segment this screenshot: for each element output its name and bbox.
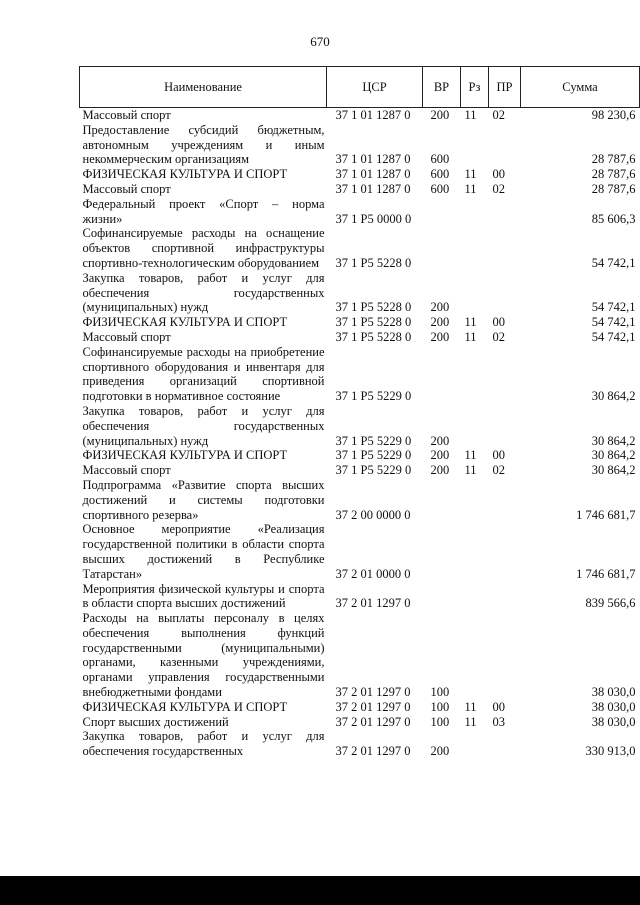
row-pr [489,478,521,522]
row-rz [461,123,489,167]
row-csr: 37 1 P5 5228 0 [335,255,412,270]
row-pr: 00 [492,315,505,330]
header-csr: ЦСР [327,67,423,108]
table-row [80,123,640,167]
table-row [80,226,640,270]
page-number: 670 [310,34,330,49]
row-name: Основное мероприятие «Реализация государственной политики в области спорта высших достижений в Республике Татарстан» [82,522,325,581]
row-rz [461,404,489,448]
table-row [80,463,640,478]
header-name: Наименование [80,67,327,108]
table-row [80,167,640,182]
row-pr [489,123,521,167]
row-rz [461,197,489,227]
row-vr: 200 [430,315,450,330]
table-row [80,197,640,227]
row-sum: 30 864,2 [591,433,636,448]
row-name: Закупка товаров, работ и услуг для обеспечения государственных [82,729,325,759]
row-rz [461,582,489,612]
row-vr [423,226,461,270]
table-row [80,315,640,330]
row-csr: 37 1 P5 5229 0 [335,448,412,463]
row-csr: 37 1 01 1287 0 [335,181,411,196]
row-name: Спорт высших достижений [82,714,229,729]
row-sum: 54 742,1 [591,329,636,344]
row-name: Федеральный проект «Спорт – норма жизни» [82,196,325,226]
row-vr: 200 [430,463,450,478]
row-csr: 37 2 00 0000 0 [335,507,411,522]
row-vr: 600 [430,167,450,182]
scan-border [0,876,640,905]
row-rz: 11 [464,108,477,122]
row-csr: 37 2 01 1297 0 [335,685,411,700]
row-vr [423,197,461,227]
row-name: ФИЗИЧЕСКАЯ КУЛЬТУРА И СПОРТ [82,167,288,182]
row-rz [461,522,489,581]
row-sum: 38 030,0 [591,699,636,714]
row-name: ФИЗИЧЕСКАЯ КУЛЬТУРА И СПОРТ [82,699,288,714]
row-pr [489,271,521,315]
table-row [80,700,640,715]
row-sum: 1 746 681,7 [576,507,636,522]
row-vr [423,522,461,581]
row-pr [489,522,521,581]
row-csr: 37 2 01 0000 0 [335,566,411,581]
row-csr: 37 1 P5 5229 0 [335,389,412,404]
header-pr: ПР [489,67,521,108]
table-row [80,478,640,522]
row-sum: 30 864,2 [591,448,636,463]
budget-table [79,66,640,759]
row-name: Мероприятия физической культуры и спорта в области спорта высших достижений [82,581,325,611]
row-vr: 200 [430,300,450,315]
row-pr: 00 [492,448,505,463]
row-pr [489,729,521,759]
row-rz: 11 [464,699,477,714]
row-vr: 100 [430,685,450,700]
row-pr: 02 [492,463,505,478]
row-pr [489,582,521,612]
table-row [80,271,640,315]
row-pr: 00 [492,167,505,182]
row-sum: 28 787,6 [591,152,636,167]
row-name: Закупка товаров, работ и услуг для обеспечения государственных (муниципальных) нужд [82,270,325,315]
row-name: Софинансируемые расходы на приобретение спортивного оборудования и инвентаря для приведения организаций спортивной подготовки в нормативное состояние [82,344,325,404]
row-vr: 600 [430,181,450,196]
table-row [80,345,640,404]
row-csr: 37 2 01 1297 0 [335,699,411,714]
row-csr: 37 1 P5 5228 0 [335,329,412,344]
row-rz [461,478,489,522]
row-csr: 37 2 01 1297 0 [335,744,411,759]
table-row [80,448,640,463]
row-rz [461,271,489,315]
row-rz [461,226,489,270]
row-name: Подпрограмма «Развитие спорта высших достижений и системы подготовки спортивного резерва» [82,477,325,522]
row-sum: 98 230,6 [591,108,636,122]
table-row [80,715,640,730]
table-row [80,330,640,345]
row-csr: 37 2 01 1297 0 [335,714,411,729]
row-name: Расходы на выплаты персоналу в целях обеспечения выполнения функций государственными (муниципальными) органами, казенными учреждениями, органами управления государственными внебюджетными фондами [82,611,325,700]
row-rz: 11 [464,714,477,729]
row-sum: 28 787,6 [591,167,636,182]
row-vr: 600 [430,152,450,167]
row-sum: 28 787,6 [591,181,636,196]
table-row [80,182,640,197]
table-row [80,729,640,759]
row-sum: 54 742,1 [591,315,636,330]
header-vr: ВР [423,67,461,108]
row-pr: 03 [492,714,505,729]
row-csr: 37 1 P5 5229 0 [335,433,412,448]
row-sum: 839 566,6 [585,596,636,611]
row-vr [423,478,461,522]
row-rz: 11 [464,463,477,478]
row-rz [461,729,489,759]
row-pr [489,345,521,404]
row-rz: 11 [464,315,477,330]
row-csr: 37 2 01 1297 0 [335,596,411,611]
row-pr: 00 [492,699,505,714]
row-pr: 02 [492,329,505,344]
row-sum: 330 913,0 [585,744,636,759]
row-csr: 37 1 P5 0000 0 [335,211,412,226]
row-rz [461,345,489,404]
row-name: ФИЗИЧЕСКАЯ КУЛЬТУРА И СПОРТ [82,448,288,463]
row-sum: 30 864,2 [591,389,636,404]
row-rz [461,611,489,700]
header-rz: Рз [461,67,489,108]
row-name: Массовый спорт [82,181,171,196]
table-row [80,108,640,123]
table-row [80,404,640,448]
table-row [80,611,640,700]
row-sum: 38 030,0 [591,714,636,729]
row-vr: 100 [430,699,450,714]
row-vr: 200 [430,433,450,448]
row-name: Софинансируемые расходы на оснащение объектов спортивной инфраструктуры спортивно-технологическим оборудованием [82,226,325,270]
row-name: Массовый спорт [82,463,171,478]
row-name: ФИЗИЧЕСКАЯ КУЛЬТУРА И СПОРТ [82,315,288,330]
table-row [80,582,640,612]
row-pr: 02 [492,181,505,196]
row-pr [489,404,521,448]
row-vr [423,582,461,612]
table-header-row [80,67,640,108]
row-name: Массовый спорт [82,108,171,122]
row-sum: 54 742,1 [591,255,636,270]
row-vr [423,345,461,404]
row-sum: 54 742,1 [591,300,636,315]
row-sum: 1 746 681,7 [576,566,636,581]
row-vr: 200 [430,329,450,344]
row-vr: 200 [430,448,450,463]
row-csr: 37 1 01 1287 0 [335,152,411,167]
row-vr: 200 [430,744,450,759]
row-csr: 37 1 P5 5228 0 [335,315,412,330]
header-sum: Сумма [521,67,640,108]
row-vr: 200 [430,108,450,122]
row-name: Предоставление субсидий бюджетным, автономным учреждениям и иным некоммерческим организациям [82,122,325,167]
row-csr: 37 1 01 1287 0 [335,108,411,122]
row-vr: 100 [430,714,450,729]
row-rz: 11 [464,167,477,182]
row-csr: 37 1 P5 5229 0 [335,463,412,478]
table-row [80,522,640,581]
row-rz: 11 [464,448,477,463]
row-pr: 02 [492,108,505,122]
row-sum: 85 606,3 [591,211,636,226]
row-rz: 11 [464,329,477,344]
row-csr: 37 1 P5 5228 0 [335,300,412,315]
row-sum: 38 030,0 [591,685,636,700]
row-sum: 30 864,2 [591,463,636,478]
row-name: Массовый спорт [82,329,171,344]
row-name: Закупка товаров, работ и услуг для обеспечения государственных (муниципальных) нужд [82,403,325,448]
row-pr [489,226,521,270]
row-rz: 11 [464,181,477,196]
row-csr: 37 1 01 1287 0 [335,167,411,182]
row-pr [489,611,521,700]
row-pr [489,197,521,227]
